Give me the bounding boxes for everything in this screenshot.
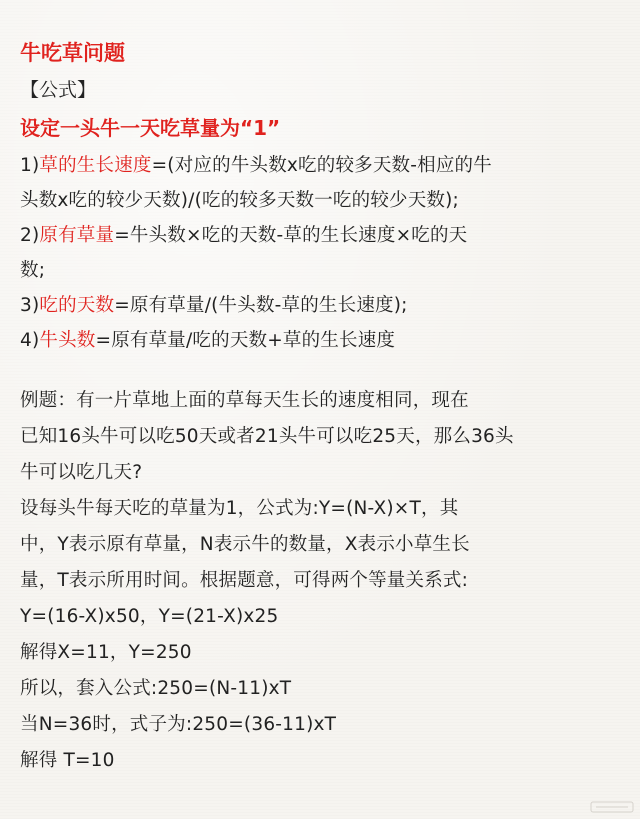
formula-term: 牛头数 bbox=[39, 330, 96, 351]
page-title: 牛吃草问题 bbox=[20, 41, 125, 65]
formula-text: 数; bbox=[20, 260, 46, 281]
formula-heading: 【公式】 bbox=[20, 79, 97, 101]
formula-term: 原有草量 bbox=[39, 225, 115, 246]
example-paragraph bbox=[20, 383, 625, 779]
formula-item bbox=[20, 218, 625, 288]
formula-item bbox=[20, 288, 625, 323]
corner-watermark-icon bbox=[590, 799, 634, 815]
formula-item bbox=[20, 148, 625, 218]
formula-text: 头数x吃的较少天数)/(吃的较多天数一吃的较少天数); bbox=[20, 190, 459, 211]
section-spacer bbox=[20, 358, 625, 383]
formula-number: 3) bbox=[20, 295, 40, 316]
formula-item bbox=[20, 323, 625, 358]
formula-text: =牛头数×吃的天数-草的生长速度×吃的天 bbox=[114, 225, 468, 246]
assumption-line: 设定一头牛一天吃草量为“1” bbox=[20, 116, 281, 140]
formula-list bbox=[20, 148, 625, 358]
formula-number: 1) bbox=[20, 155, 40, 176]
example-line: 所以，套入公式:250=(N-11)xT bbox=[20, 678, 292, 699]
document-content bbox=[20, 34, 625, 779]
example-line: 例题：有一片草地上面的草每天生长的速度相同，现在 bbox=[20, 390, 469, 411]
example-line: 当N=36时，式子为:250=(36-11)xT bbox=[20, 714, 337, 735]
example-line: 中，Y表示原有草量，N表示牛的数量，X表示小草生长 bbox=[20, 534, 470, 555]
formula-text: =原有草量/吃的天数+草的生长速度 bbox=[95, 330, 396, 351]
example-line: 牛可以吃几天? bbox=[20, 462, 143, 483]
formula-term: 吃的天数 bbox=[39, 295, 115, 316]
example-line: 量，T表示所用时间。根据题意，可得两个等量关系式: bbox=[20, 570, 469, 591]
example-line: 已知16头牛可以吃50天或者21头牛可以吃25天，那么36头 bbox=[20, 426, 514, 447]
example-line: Y=(16-X)x50，Y=(21-X)x25 bbox=[20, 606, 279, 627]
formula-text: =原有草量/(牛头数-草的生长速度); bbox=[114, 295, 408, 316]
example-section bbox=[20, 383, 625, 779]
example-line: 设每头牛每天吃的草量为1，公式为:Y=(N-X)×T，其 bbox=[20, 498, 459, 519]
formula-number: 4) bbox=[20, 330, 40, 351]
formula-text: =(对应的牛头数x吃的较多天数-相应的牛 bbox=[151, 155, 492, 176]
example-line: 解得 T=10 bbox=[20, 750, 115, 771]
example-line: 解得X=11，Y=250 bbox=[20, 642, 192, 663]
formula-term: 草的生长速度 bbox=[39, 155, 152, 176]
formula-number: 2) bbox=[20, 225, 40, 246]
